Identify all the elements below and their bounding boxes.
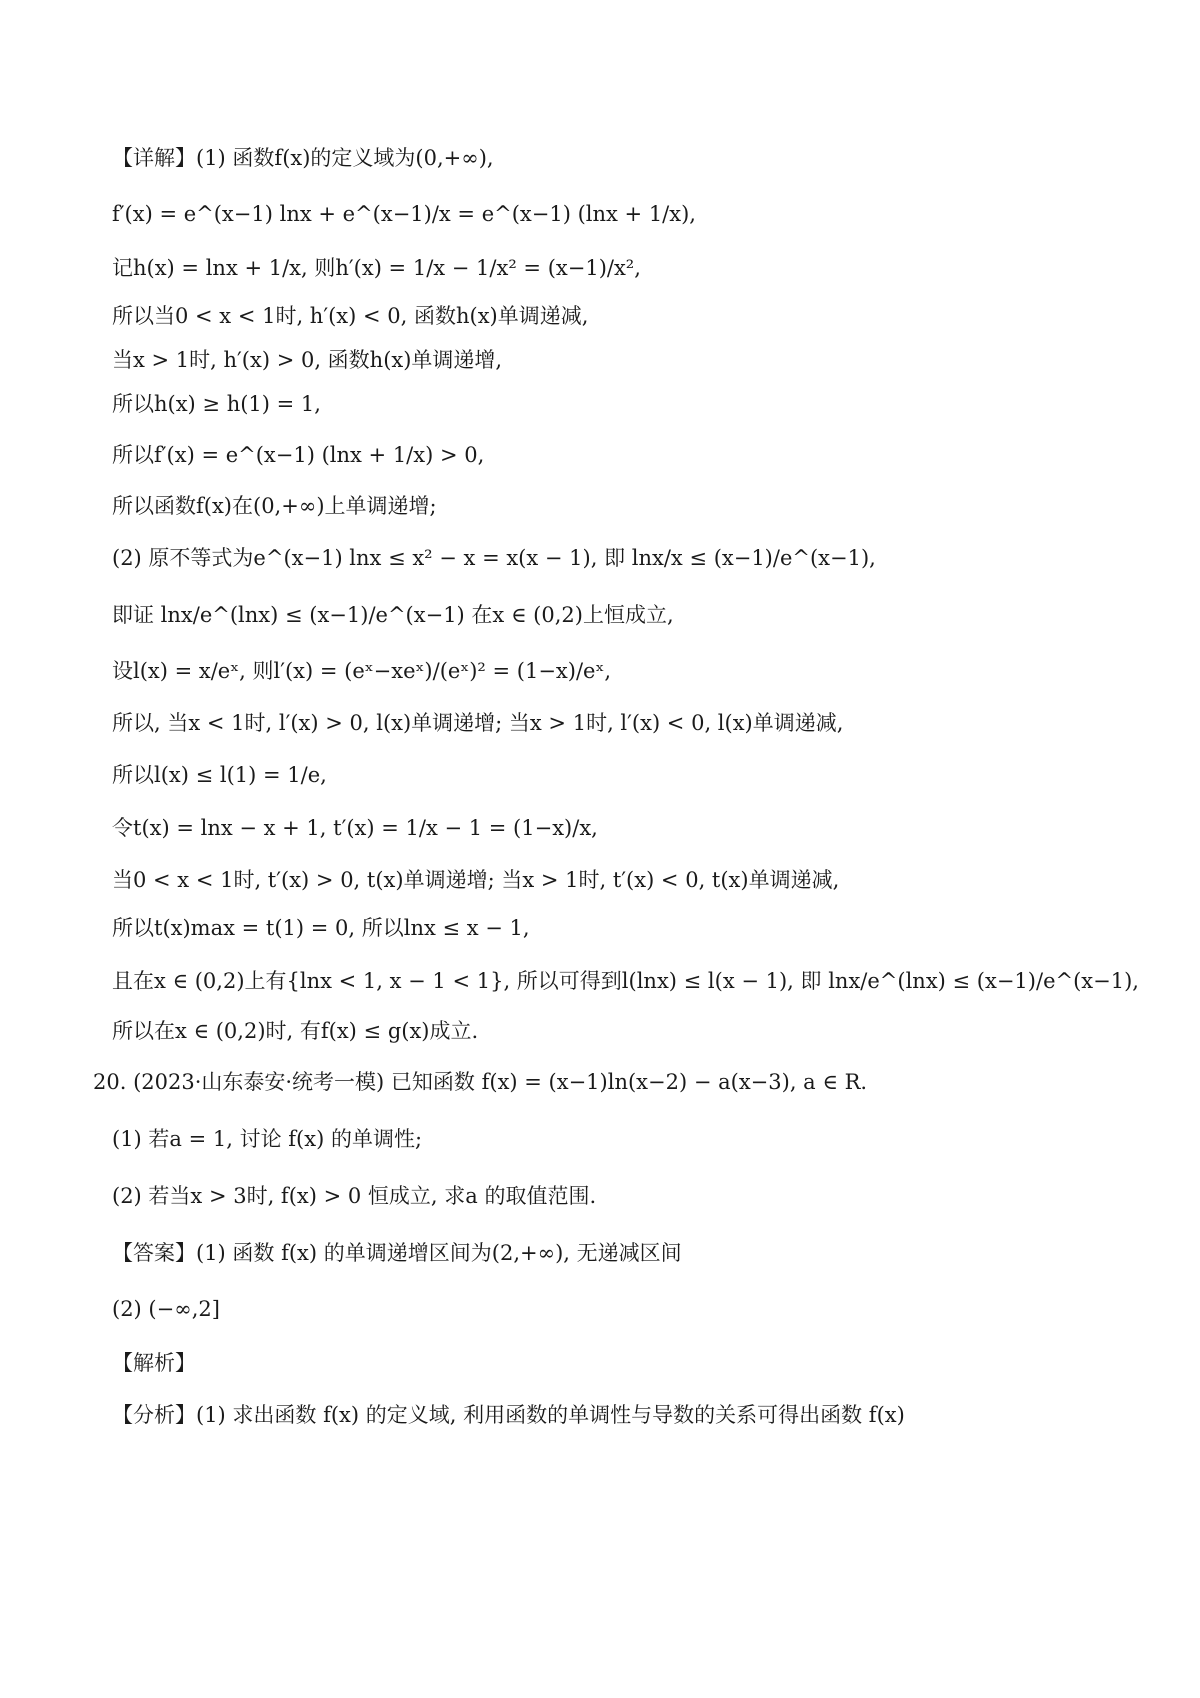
- h-min-line: 所以h(x) ≥ h(1) = 1,: [112, 392, 321, 416]
- l-max-line: 所以l(x) ≤ l(1) = 1/e,: [112, 763, 327, 787]
- prove-line: 即证 lnx/e^(lnx) ≤ (x−1)/e^(x−1) 在x ∈ (0,2)上恒成立,: [112, 603, 674, 627]
- question-2-line: (2) 若当x > 3时, f(x) > 0 恒成立, 求a 的取值范围.: [112, 1184, 597, 1208]
- conclusion-line: 所以在x ∈ (0,2)时, 有f(x) ≤ g(x)成立.: [112, 1019, 479, 1043]
- question-1-line: (1) 若a = 1, 讨论 f(x) 的单调性;: [112, 1127, 423, 1151]
- derivative-line: f′(x) = e^(x−1) lnx + e^(x−1)/x = e^(x−1) (lnx + 1/x),: [112, 202, 696, 226]
- system-line: 且在x ∈ (0,2)上有{lnx < 1, x − 1 < 1}, 所以可得到l(lnx) ≤ l(x − 1), 即 lnx/e^(lnx) ≤ (x−1)/e^(x−1),: [112, 969, 1139, 993]
- answer-1-line: 【答案】(1) 函数 f(x) 的单调递增区间为(2,+∞), 无递减区间: [112, 1241, 682, 1265]
- h-increasing-line: 当x > 1时, h′(x) > 0, 函数h(x)单调递增,: [112, 348, 503, 372]
- f-prime-positive-line: 所以f′(x) = e^(x−1) (lnx + 1/x) > 0,: [112, 443, 485, 467]
- t-monotonic-line: 当0 < x < 1时, t′(x) > 0, t(x)单调递增; 当x > 1时, t′(x) < 0, t(x)单调递减,: [112, 868, 840, 892]
- define-l-line: 设l(x) = x/eˣ, 则l′(x) = (eˣ−xeˣ)/(eˣ)² = (1−x)/eˣ,: [112, 659, 612, 683]
- h-decreasing-line: 所以当0 < x < 1时, h′(x) < 0, 函数h(x)单调递减,: [112, 304, 589, 328]
- detail-heading-line: 【详解】(1) 函数f(x)的定义域为(0,+∞),: [112, 146, 494, 170]
- answer-2-line: (2) (−∞,2]: [112, 1297, 220, 1321]
- define-h-line: 记h(x) = lnx + 1/x, 则h′(x) = 1/x − 1/x² = (x−1)/x²,: [112, 256, 641, 280]
- problem-20-line: 20. (2023·山东泰安·统考一模) 已知函数 f(x) = (x−1)ln(x−2) − a(x−3), a ∈ R.: [93, 1070, 868, 1094]
- f-increasing-line: 所以函数f(x)在(0,+∞)上单调递增;: [112, 494, 437, 518]
- analysis-heading: 【解析】: [112, 1351, 196, 1375]
- t-max-line: 所以t(x)max = t(1) = 0, 所以lnx ≤ x − 1,: [112, 916, 530, 940]
- l-monotonic-line: 所以, 当x < 1时, l′(x) > 0, l(x)单调递增; 当x > 1时, l′(x) < 0, l(x)单调递减,: [112, 711, 844, 735]
- part2-inequality-line: (2) 原不等式为e^(x−1) lnx ≤ x² − x = x(x − 1), 即 lnx/x ≤ (x−1)/e^(x−1),: [112, 546, 876, 570]
- define-t-line: 令t(x) = lnx − x + 1, t′(x) = 1/x − 1 = (1−x)/x,: [112, 816, 598, 840]
- analysis-line: 【分析】(1) 求出函数 f(x) 的定义域, 利用函数的单调性与导数的关系可得出函数 f(x): [112, 1403, 905, 1427]
